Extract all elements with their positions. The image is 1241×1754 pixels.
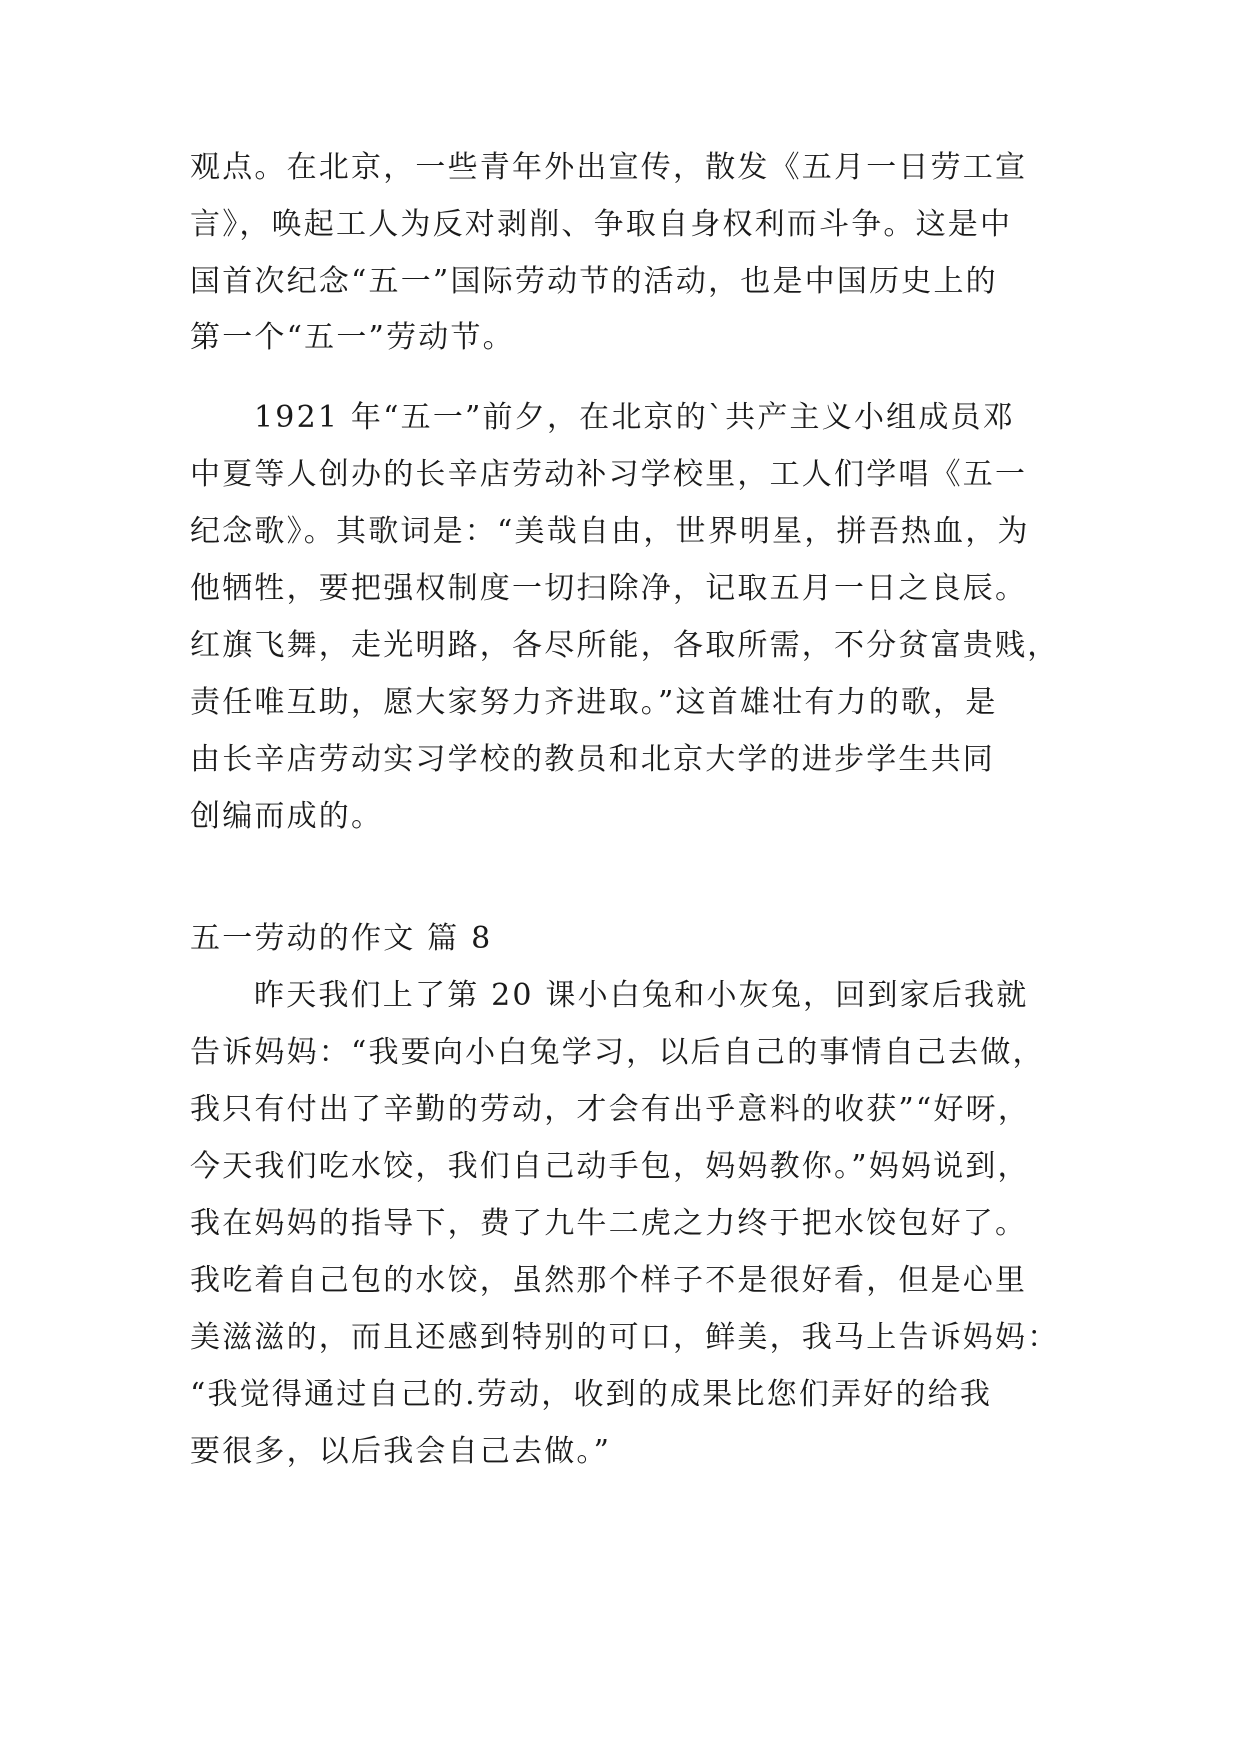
text-line: 创编而成的。 [190, 799, 384, 834]
text-line: 美滋滋的，而且还感到特别的可口，鲜美，我马上告诉妈妈： [190, 1320, 1060, 1355]
text-line: 要很多，以后我会自己去做。” [190, 1434, 612, 1469]
text-line: 由长辛店劳动实习学校的教员和北京大学的进步学生共同 [190, 742, 995, 777]
text-line: 他牺牲，要把强权制度一切扫除净，记取五月一日之良辰。 [190, 571, 1028, 606]
text-line: 告诉妈妈：“我要向小白兔学习，以后自己的事情自己去做， [190, 1035, 1045, 1070]
section-heading: 五一劳动的作文 篇 8 [190, 921, 493, 956]
text-line: 我吃着自己包的水饺，虽然那个样子不是很好看，但是心里 [190, 1263, 1028, 1298]
text-line: 观点。在北京，一些青年外出宣传，散发《五月一日劳工宣 [190, 150, 1028, 185]
text-line: 中夏等人创办的长辛店劳动补习学校里，工人们学唱《五一 [190, 457, 1028, 492]
text-line: 红旗飞舞，走光明路，各尽所能，各取所需，不分贫富贵贱， [190, 628, 1060, 663]
text-line: 国首次纪念“五一”国际劳动节的活动，也是中国历史上的 [190, 264, 998, 299]
text-line: 纪念歌》。其歌词是：“美哉自由，世界明星，拼吾热血，为 [190, 514, 1030, 549]
text-line: “我觉得通过自己的.劳动，收到的成果比您们弄好的给我 [190, 1377, 993, 1412]
text-line: 责任唯互助，愿大家努力齐进取。”这首雄壮有力的歌，是 [190, 685, 998, 720]
text-line: 昨天我们上了第 20 课小白兔和小灰兔，回到家后我就 [254, 978, 1029, 1013]
text-line: 我只有付出了辛勤的劳动，才会有出乎意料的收获”“好呀， [190, 1092, 1031, 1127]
text-line: 1921 年“五一”前夕，在北京的`共产主义小组成员邓 [254, 400, 1015, 435]
text-line: 我在妈妈的指导下，费了九牛二虎之力终于把水饺包好了。 [190, 1206, 1028, 1241]
text-line: 言》，唤起工人为反对剥削、争取自身权利而斗争。这是中 [190, 207, 1013, 242]
text-line: 今天我们吃水饺，我们自己动手包，妈妈教你。”妈妈说到， [190, 1149, 1030, 1184]
text-line: 第一个“五一”劳动节。 [190, 320, 515, 355]
